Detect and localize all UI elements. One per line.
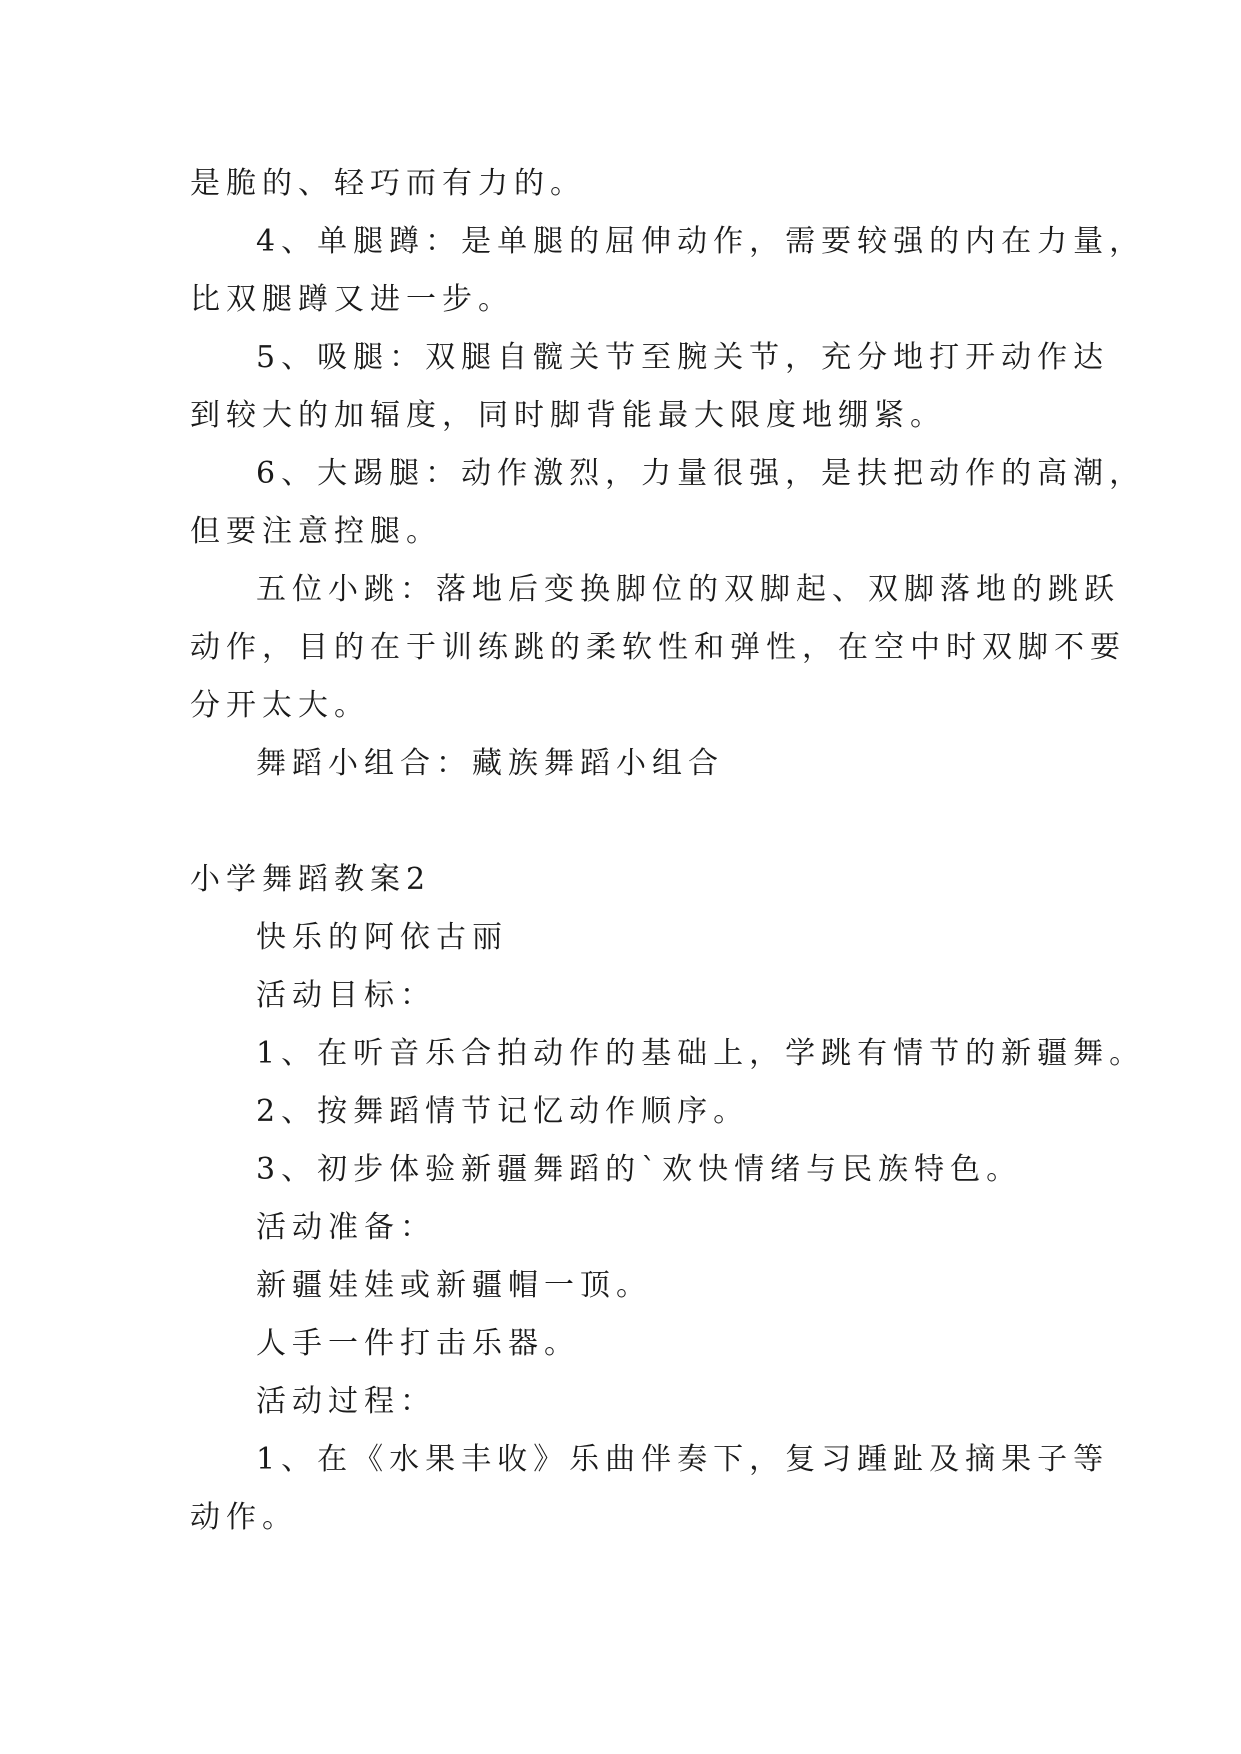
paragraph-line: 动作，目的在于训练跳的柔软性和弹性，在空中时双脚不要 [190,630,1126,665]
section-heading: 小学舞蹈教案2 [190,862,432,897]
paragraph-line: 5、吸腿：双腿自髋关节至腕关节，充分地打开动作达 [256,340,1110,375]
paragraph-line: 6、大踢腿：动作激烈，力量很强，是扶把动作的高潮， [256,456,1146,491]
paragraph-line: 3、初步体验新疆舞蹈的`欢快情绪与民族特色。 [256,1152,1023,1187]
paragraph-line: 是脆的、轻巧而有力的。 [190,166,586,201]
paragraph-line: 但要注意控腿。 [190,514,442,549]
paragraph-line: 1、在听音乐合拍动作的基础上，学跳有情节的新疆舞。 [256,1036,1146,1071]
paragraph-line: 2、按舞蹈情节记忆动作顺序。 [256,1094,750,1129]
paragraph-line: 1、在《水果丰收》乐曲伴奏下，复习踵趾及摘果子等 [256,1442,1110,1477]
paragraph-line: 舞蹈小组合：藏族舞蹈小组合 [256,746,724,781]
paragraph-line: 快乐的阿依古丽 [256,920,508,955]
paragraph-line: 五位小跳：落地后变换脚位的双脚起、双脚落地的跳跃 [256,572,1120,607]
paragraph-line: 新疆娃娃或新疆帽一顶。 [256,1268,652,1303]
paragraph-line: 活动过程： [256,1384,436,1419]
paragraph-line: 比双腿蹲又进一步。 [190,282,514,317]
paragraph-line: 活动目标： [256,978,436,1013]
paragraph-line: 动作。 [190,1500,298,1535]
paragraph-line: 到较大的加辐度，同时脚背能最大限度地绷紧。 [190,398,946,433]
paragraph-line: 活动准备： [256,1210,436,1245]
paragraph-line: 分开太大。 [190,688,370,723]
paragraph-line: 4、单腿蹲：是单腿的屈伸动作，需要较强的内在力量， [256,224,1146,259]
paragraph-line: 人手一件打击乐器。 [256,1326,580,1361]
